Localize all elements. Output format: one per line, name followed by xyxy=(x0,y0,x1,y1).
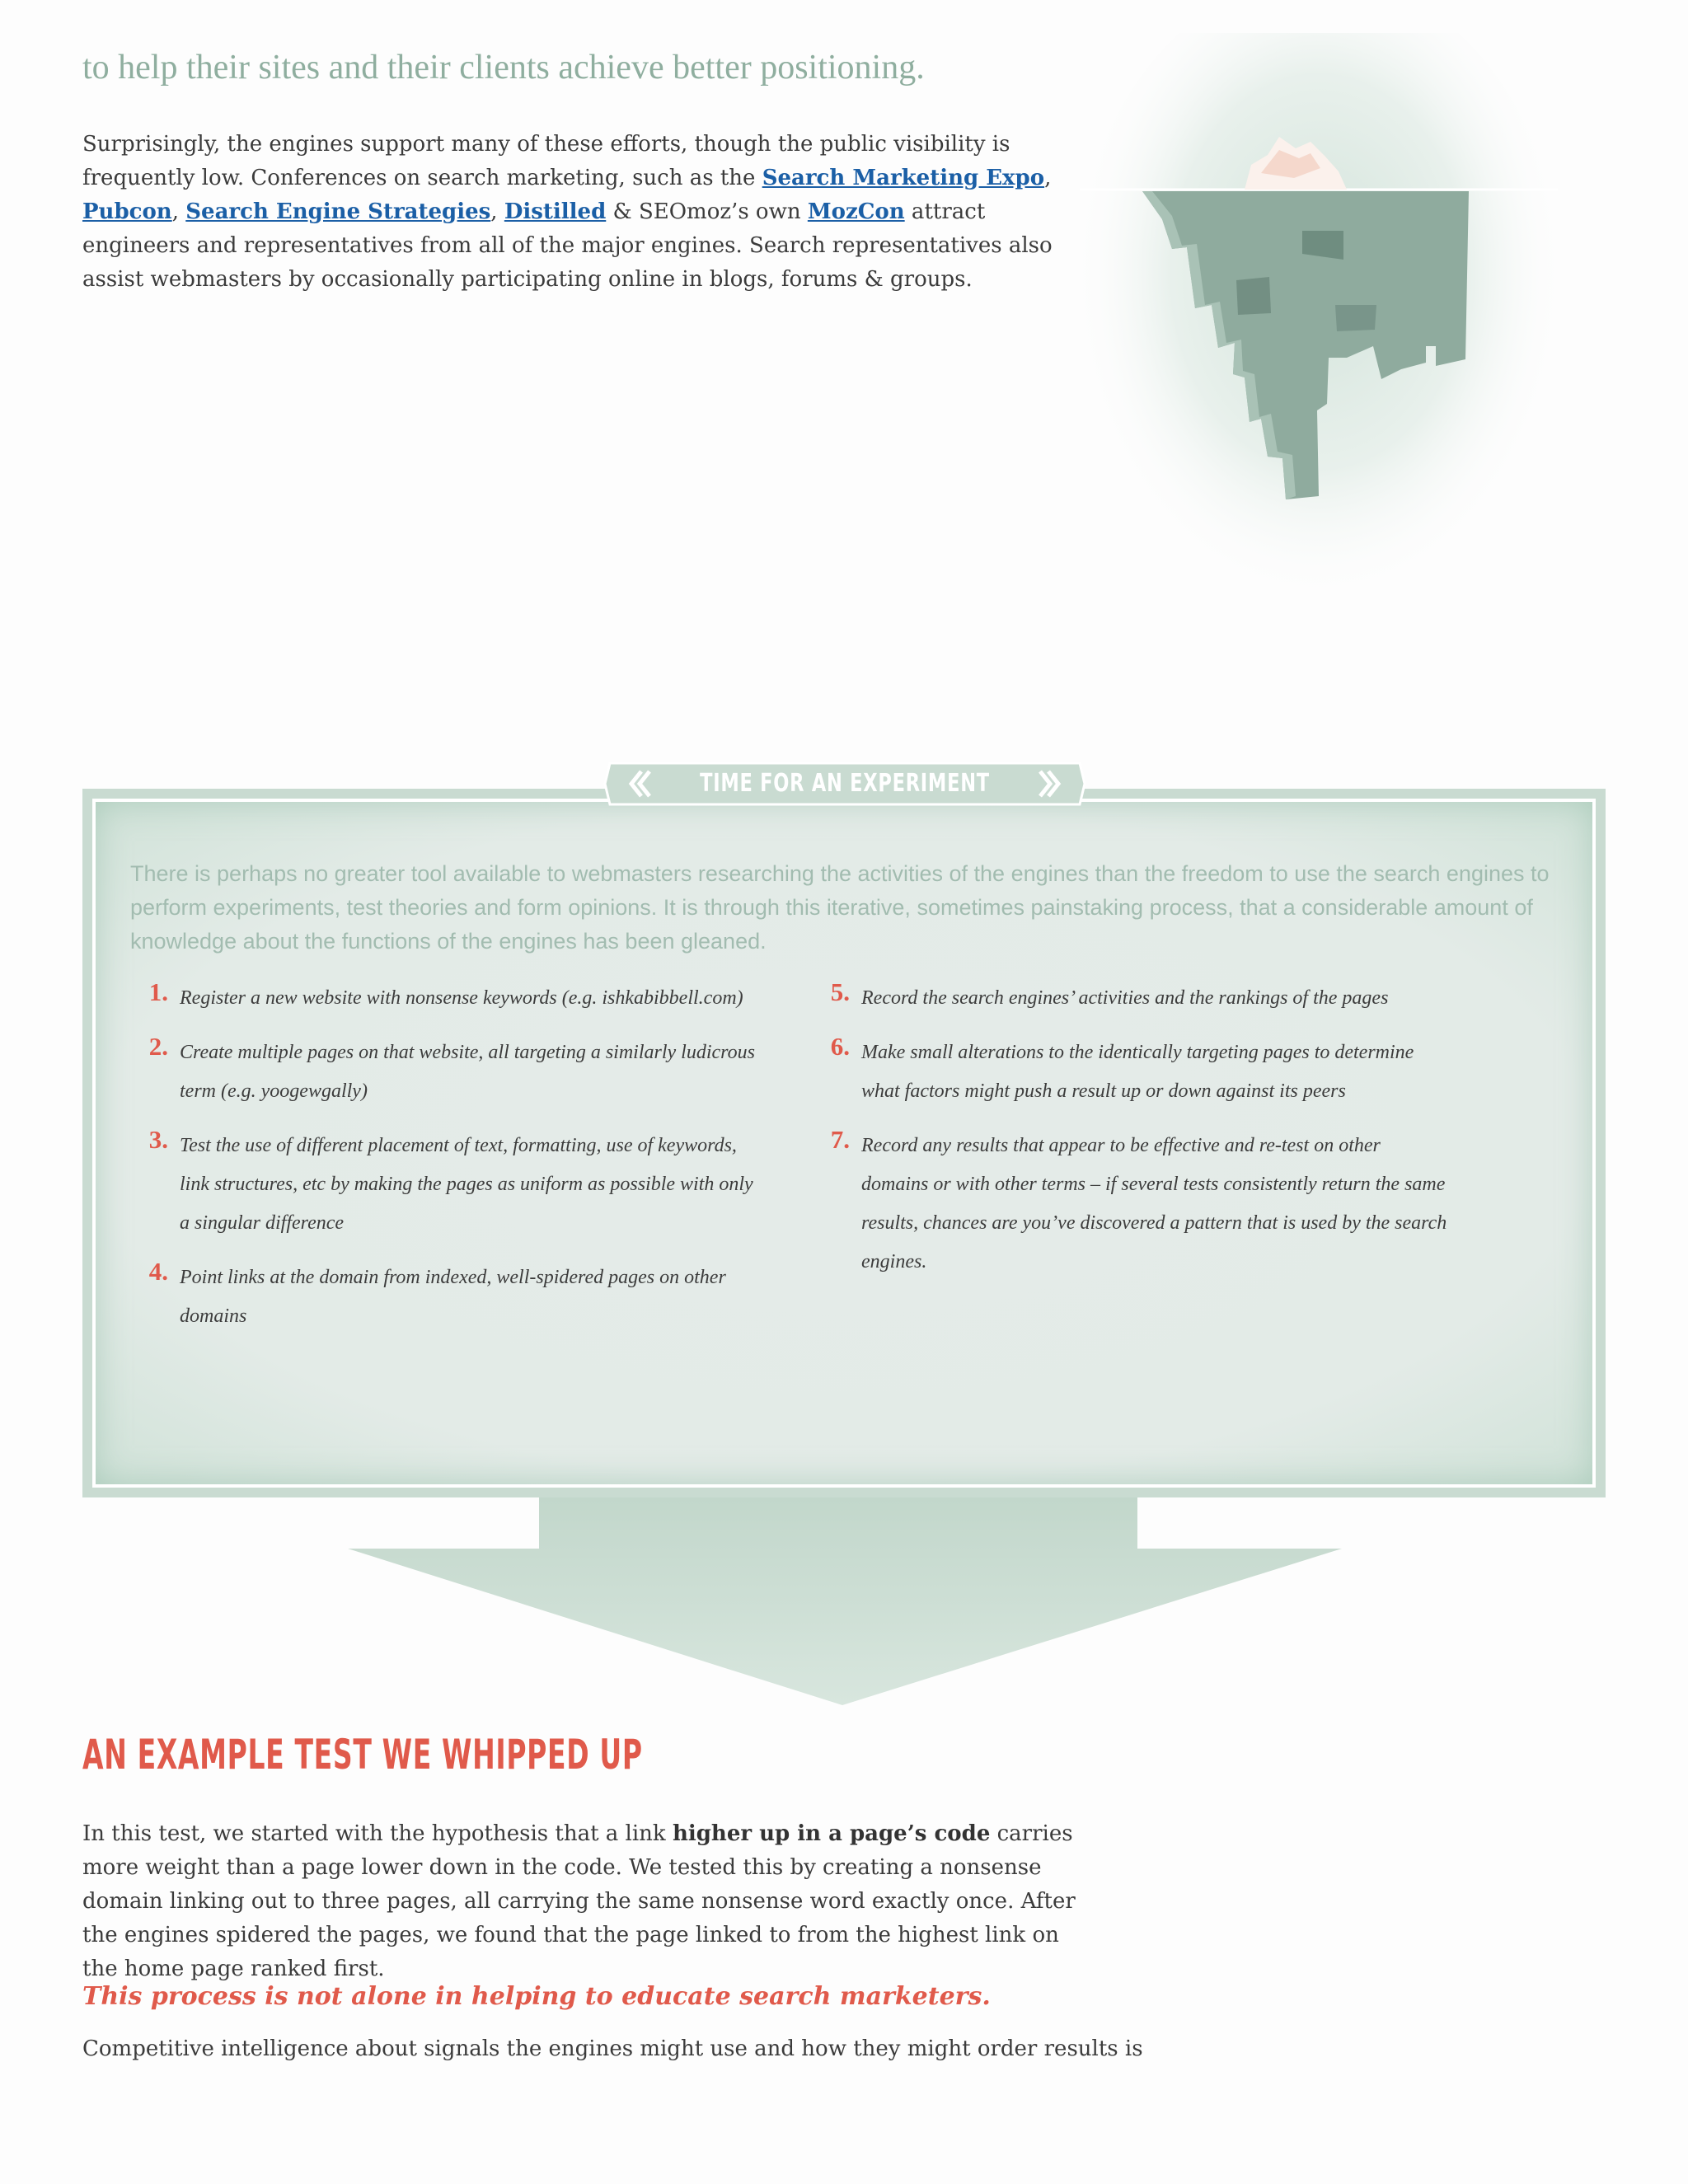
step-item xyxy=(132,1258,758,1336)
step-number: 4. xyxy=(148,1257,168,1286)
section-heading: to help their sites and their clients achieve better positioning. xyxy=(82,49,925,87)
link-search-engine-strategies[interactable]: Search Engine Strategies xyxy=(185,199,491,224)
experiment-intro: There is perhaps no greater tool available to webmasters researching the activities of the engines than the freedom to use the search engines to perform experiments, test theories and form opinions. It is through this iterative, sometimes painstaking process, that a considerable amount of knowledge about the functions of the engines has been gleaned. xyxy=(130,861,1550,954)
experiment-steps-left xyxy=(132,979,758,1352)
step-text: Test the use of different placement of text, formatting, use of keywords, link structures, etc by making the pages as uniform as possible with only a singular difference xyxy=(180,1135,753,1234)
paragraph-text: carries more weight than a page lower down in the code. We tested this by creating a nonsense domain linking out to three pages, all carrying the same nonsense word exactly once. After the engines spidered the pages, we found that the page linked to from the highest link on the home page ranked first. xyxy=(82,1821,1076,1981)
step-item xyxy=(814,1033,1448,1111)
step-item xyxy=(814,979,1448,1018)
callout-heading: This process is not alone in helping to educate search marketers. xyxy=(82,1982,991,2011)
separator: , xyxy=(1044,166,1052,190)
step-text: Register a new website with nonsense keywords (e.g. ishkabibbell.com) xyxy=(180,987,743,1009)
iceberg-illustration xyxy=(1063,33,1574,659)
closing-paragraph: Competitive intelligence about signals the engines might use and how they might order results is xyxy=(82,2036,1143,2061)
intro-text: attract engineers and representatives from all of the major engines. Search representatives also assist webmasters by occasionally participating online in blogs, forums & groups. xyxy=(82,199,1053,292)
step-text: Record any results that appear to be effective and re-test on other domains or with other terms – if several tests consistently return the same results, chances are you’ve discovered a pattern that is used by the search engines. xyxy=(861,1135,1447,1272)
experiment-banner-label xyxy=(602,757,1088,811)
example-test-title: AN EXAMPLE TEST WE WHIPPED UP xyxy=(82,1731,643,1779)
step-number: 5. xyxy=(830,977,850,1006)
step-number: 3. xyxy=(148,1125,168,1154)
step-number: 6. xyxy=(830,1032,850,1061)
emphasis-text: higher up in a page’s code xyxy=(672,1821,991,1846)
step-item xyxy=(132,979,758,1018)
intro-text: Surprisingly, the engines support many of these efforts, though the public visibility is frequently low. Conferences on search marketing, such as the xyxy=(82,132,1010,190)
intro-text: & SEOmoz’s own xyxy=(606,199,808,224)
step-text: Create multiple pages on that website, all targeting a similarly ludicrous term (e.g. yoogewgally) xyxy=(180,1042,755,1102)
link-search-marketing-expo[interactable]: Search Marketing Expo xyxy=(762,166,1045,190)
link-pubcon[interactable]: Pubcon xyxy=(82,199,172,224)
intro-paragraph xyxy=(82,128,1071,297)
step-text: Make small alterations to the identically targeting pages to determine what factors might push a result up or down against its peers xyxy=(861,1042,1414,1102)
separator: , xyxy=(490,199,504,224)
step-text: Point links at the domain from indexed, well-spidered pages on other domains xyxy=(180,1267,726,1327)
step-number: 1. xyxy=(148,977,168,1006)
experiment-steps-right xyxy=(814,979,1448,1297)
link-mozcon[interactable]: MozCon xyxy=(807,199,905,224)
link-distilled[interactable]: Distilled xyxy=(504,199,607,224)
step-text: Record the search engines’ activities and the rankings of the pages xyxy=(861,987,1389,1009)
separator: , xyxy=(171,199,186,224)
down-arrow-graphic xyxy=(346,1497,1343,1708)
example-test-paragraph xyxy=(82,1817,1080,1986)
step-item xyxy=(814,1127,1448,1282)
paragraph-text: In this test, we started with the hypothesis that a link xyxy=(82,1821,673,1846)
experiment-banner-text: TIME FOR AN EXPERIMENT xyxy=(700,769,990,798)
step-number: 2. xyxy=(148,1032,168,1061)
step-number: 7. xyxy=(830,1125,850,1154)
step-item xyxy=(132,1127,758,1243)
step-item xyxy=(132,1033,758,1111)
